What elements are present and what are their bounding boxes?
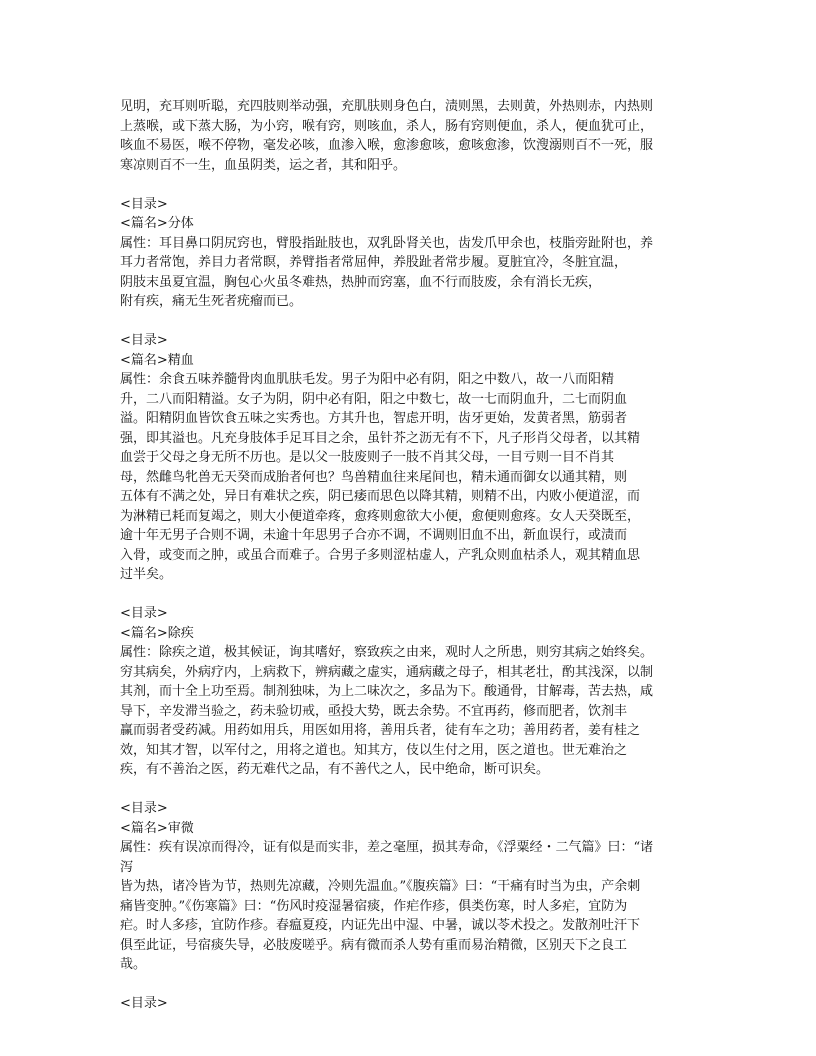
text-line: 寒凉则百不一生，血虽阴类，运之者，其和阳乎。 [120, 157, 407, 173]
text-line: 穷其病矣，外病疗内，上病救下，辨病藏之虚实，通病藏之母子，相其老壮，酌其浅深，以制 [120, 664, 654, 680]
text-line: 赢而弱者受药减。用药如用兵，用医如用将，善用兵者，徒有车之功；善用药者，姜有桂之 [120, 723, 641, 738]
toc-marker: <目录> [120, 606, 168, 621]
text-line: 哉。 [120, 957, 147, 972]
text-line: 效，知其才智，以军付之，用将之道也。知其方，伎以生付之用，医之道也。世无难治之 [120, 742, 628, 758]
chapter-title: <篇名>精血 [120, 352, 194, 368]
text-line: 痛皆变肿。”《伤寒篇》曰：“伤风时疫湿暑宿痰，作疟作疹，俱类伤寒，时人多疟，宜防为 [120, 898, 628, 914]
text-line: 阴肢末虽夏宜温，胸包心火虽冬难热，热肿而窍塞，血不行而肢废，余有消长无疾， [120, 274, 602, 290]
toc-marker: <目录> [120, 801, 168, 816]
chapter-title: <篇名>分体 [120, 216, 194, 231]
text-line: 咳血不易医，喉不停物，毫发必咳，血渗入喉，愈渗愈咳，愈咳愈渗，饮溲溺则百不一死，服 [120, 138, 654, 153]
toc-marker: <目录> [120, 996, 168, 1011]
text-line: 其剂，而十全上功至焉。制剂独味，为上二味次之，多品为下。酸通骨，甘解毒，苦去热，咸 [120, 684, 654, 699]
text-line: 见明，充耳则听聪，充四肢则举动强，充肌肤则身色白，渍则黑，去则黄，外热则赤，内热则 [120, 99, 654, 114]
text-line: 疾，有不善治之医，药无难代之品，有不善代之人，民中绝命，断可识矣。 [120, 762, 550, 777]
text-line: 五体有不满之处，异日有难状之疾，阴已痿而思色以降其精，则精不出，内败小便道涩，而 [120, 489, 641, 504]
text-line: 耳力者常饱，养目力者常瞑，养臂指者常屈伸，养股趾者常步履。夏脏宜冷，冬脏宜温， [120, 255, 628, 270]
toc-marker: <目录> [120, 333, 168, 348]
section-gap [120, 780, 710, 800]
section-gap [120, 975, 710, 995]
text-line: 属性：余食五味养髓骨肉血肌肤毛发。男子为阳中必有阴，阳之中数八，故一八而阳精 [120, 372, 615, 387]
text-line: 导下，辛发滞当验之，药未验切戒，亟投大势，既去余势。不宜再药，修而肥者，饮剂丰 [120, 703, 628, 719]
text-line: 疟。时人多疹，宜防作疹。春瘟夏疫，内证先出中湿、中暑，诚以苓术投之。发散剂吐汗下 [120, 918, 641, 933]
text-line: 入骨，或变而之肿，或虽合而难子。合男子多则涩枯虚人，产乳众则血枯杀人，观其精血思 [120, 547, 641, 563]
toc-marker: <目录> [120, 196, 168, 212]
text-line: 逾十年无男子合则不调，未逾十年思男子合亦不调，不调则旧血不出，新血误行，或渍而 [120, 528, 628, 543]
chapter-title: <篇名>审微 [120, 820, 194, 836]
text-line: 属性：疾有误凉而得冷，证有似是而实非，差之毫厘，损其寿命，《浮粟经・二气篇》曰：“诸 [120, 840, 654, 855]
text-line: 附有疾，痛无生死者疣瘤而已。 [120, 294, 303, 309]
text-line: 皆为热，诸冷皆为节，热则先凉藏，冷则先温血。”《腹疾篇》曰：“干痛有时当为虫，产余刺 [120, 879, 641, 894]
section-gap [120, 312, 710, 332]
document-page [120, 97, 710, 1014]
text-line: 属性：除疾之道，极其候证，询其嗜好，察致疾之由来，观时人之所患，则穷其病之始终矣。 [120, 645, 654, 660]
text-line: 过半矣。 [120, 567, 173, 582]
text-line: 强，即其溢也。凡充身肢体手足耳目之余，虽针芥之沥无有不下，凡子形肖父母者，以其精 [120, 430, 641, 446]
section-gap [120, 175, 710, 195]
text-line: 属性：耳目鼻口阴尻窍也，臂股指趾肢也，双乳卧肾关也，齿发爪甲余也，枝脂旁趾附也，养 [120, 235, 654, 251]
text-line: 升，二八而阳精溢。女子为阴，阴中必有阳，阳之中数七，故一七而阴血升，二七而阴血 [120, 391, 628, 407]
text-line: 为淋精已耗而复竭之，则大小便道牵疼，愈疼则愈欲大小便，愈便则愈疼。女人天癸既至， [120, 508, 641, 524]
text-line: 泻 [120, 859, 134, 875]
text-line: 俱至此证，号宿痰失导，必肢废嗟乎。病有微而杀人势有重而易治精微，区别天下之良工 [120, 937, 628, 953]
text-line: 溢。阳精阴血皆饮食五味之实秀也。方其升也，智虑开明，齿牙更始，发黄者黑，筋弱者 [120, 411, 628, 426]
chapter-title: <篇名>除疾 [120, 625, 194, 641]
text-line: 血尝于父母之身无所不历也。是以父一肢废则子一肢不肖其父母，一目亏则一目不肖其 [120, 450, 615, 465]
section-gap [120, 585, 710, 605]
text-line: 母，然雌鸟牝兽无天癸而成胎者何也？鸟兽精血往来尾间也，精未通而御女以通其精，则 [120, 469, 628, 485]
text-line: 上蒸喉，或下蒸大肠，为小窍，喉有窍，则咳血，杀人，肠有窍则便血，杀人，便血犹可止， [120, 118, 654, 134]
